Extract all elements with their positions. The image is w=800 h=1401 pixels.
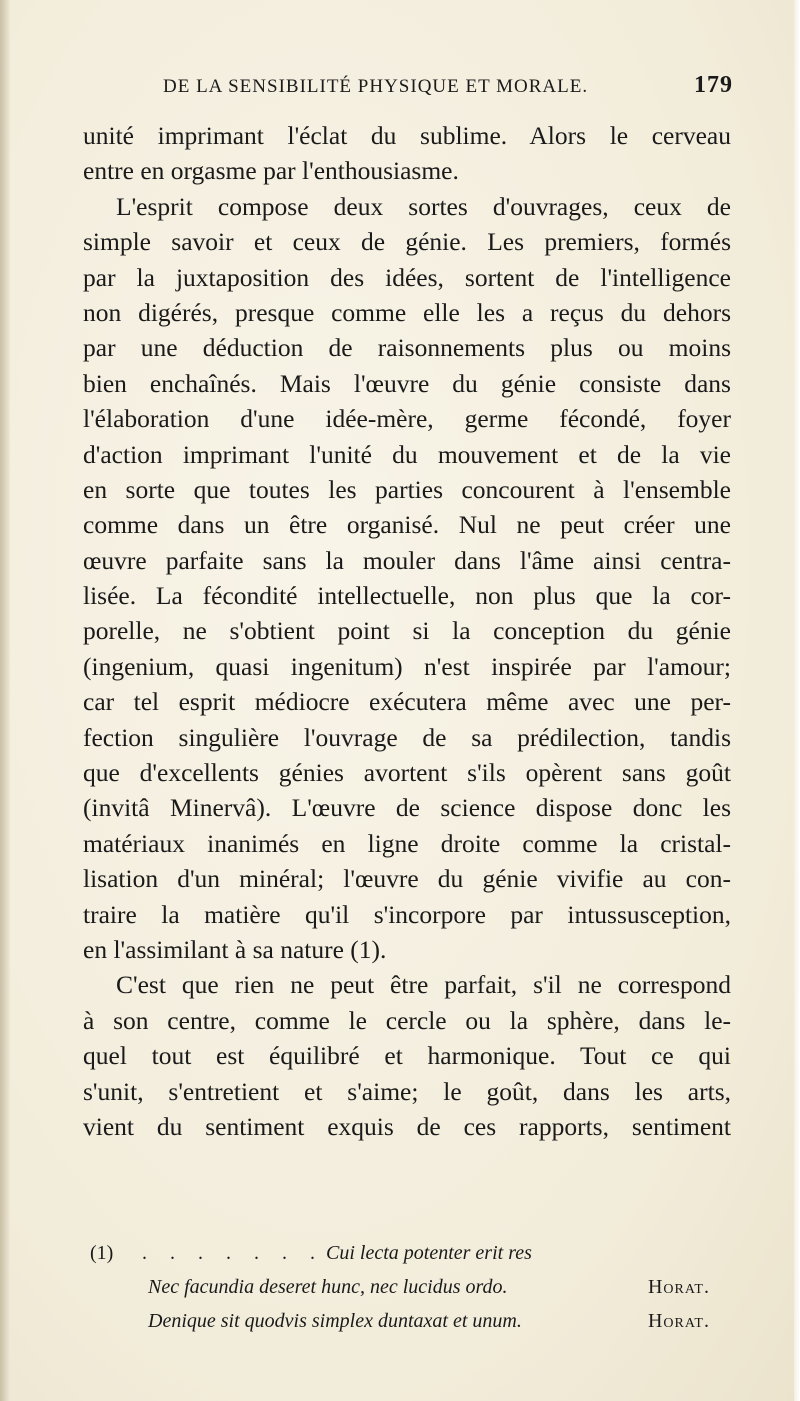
page-gutter-shadow — [0, 0, 10, 1401]
footnote-mark: (1) — [90, 1242, 114, 1264]
text-line: matériaux inanimés en ligne droite comme la cristal- — [83, 828, 731, 858]
text-line: lisation d'un minéral; l'œuvre du génie vivifie au con- — [83, 864, 731, 894]
footnote-verse: Denique sit quodvis simplex duntaxat et unum. — [148, 1310, 522, 1332]
body-text — [83, 118, 731, 1144]
text-line: porelle, ne s'obtient point si la conception du génie — [83, 616, 731, 646]
text-line: comme dans un être organisé. Nul ne peut créer une — [83, 510, 731, 540]
text-line: à son centre, comme le cercle ou la sphère, dans le- — [83, 1005, 731, 1035]
page-number: 179 — [694, 72, 733, 98]
text-line: entre en orgasme par l'enthousiasme. — [83, 156, 459, 186]
text-line: (ingenium, quasi ingenitum) n'est inspirée par l'amour; — [83, 651, 731, 681]
text-line: L'esprit compose deux sortes d'ouvrages, ceux de — [116, 191, 731, 221]
footnote-attribution: Horat. — [647, 1310, 710, 1332]
text-line: lisée. La fécondité intellectuelle, non plus que la cor- — [83, 581, 731, 611]
footnote-verse: Cui lecta potenter erit res — [326, 1242, 532, 1264]
text-line: bien enchaînés. Mais l'œuvre du génie consiste dans — [83, 368, 731, 398]
text-line: s'unit, s'entretient et s'aime; le goût, dans les arts, — [83, 1076, 731, 1106]
page-right-edge — [794, 0, 800, 1401]
text-line: unité imprimant l'éclat du sublime. Alors le cerveau — [83, 121, 731, 150]
text-line: simple savoir et ceux de génie. Les premiers, formés — [83, 227, 731, 257]
text-line: par la juxtaposition des idées, sortent de l'intelligence — [83, 262, 731, 292]
text-line: fection singulière l'ouvrage de sa prédilection, tandis — [83, 722, 731, 752]
text-line: C'est que rien ne peut être parfait, s'il ne correspond — [116, 970, 731, 1000]
footnote-attribution: Horat. — [647, 1276, 710, 1298]
text-line: en sorte que toutes les parties concourent à l'ensemble — [83, 474, 731, 504]
footnote-ellipsis: . . . . . . . — [142, 1242, 324, 1264]
text-line: œuvre parfaite sans la mouler dans l'âme ainsi centra- — [83, 545, 731, 575]
text-line: l'élaboration d'une idée-mère, germe fécondé, foyer — [83, 404, 731, 434]
footnote — [90, 1236, 710, 1338]
running-title: DE LA SENSIBILITÉ PHYSIQUE ET MORALE. — [163, 76, 589, 97]
text-line: traire la matière qu'il s'incorpore par intussusception, — [83, 899, 731, 929]
text-line: en l'assimilant à sa nature (1). — [83, 934, 387, 964]
text-line: car tel esprit médiocre exécutera même avec une per- — [83, 687, 731, 717]
text-line: que d'excellents génies avortent s'ils opèrent sans goût — [83, 758, 731, 788]
text-line: (invitâ Minervâ). L'œuvre de science dispose donc les — [83, 793, 731, 823]
text-line: par une déduction de raisonnements plus ou moins — [83, 333, 731, 363]
text-line: non digérés, presque comme elle les a reçus du dehors — [83, 297, 731, 327]
footnote-verse: Nec facundia deseret hunc, nec lucidus ordo. — [148, 1276, 508, 1298]
running-head — [163, 74, 733, 104]
text-line: quel tout est équilibré et harmonique. Tout ce qui — [83, 1041, 731, 1071]
text-line: vient du sentiment exquis de ces rapports, sentiment — [83, 1111, 731, 1141]
text-line: d'action imprimant l'unité du mouvement et de la vie — [83, 439, 731, 469]
